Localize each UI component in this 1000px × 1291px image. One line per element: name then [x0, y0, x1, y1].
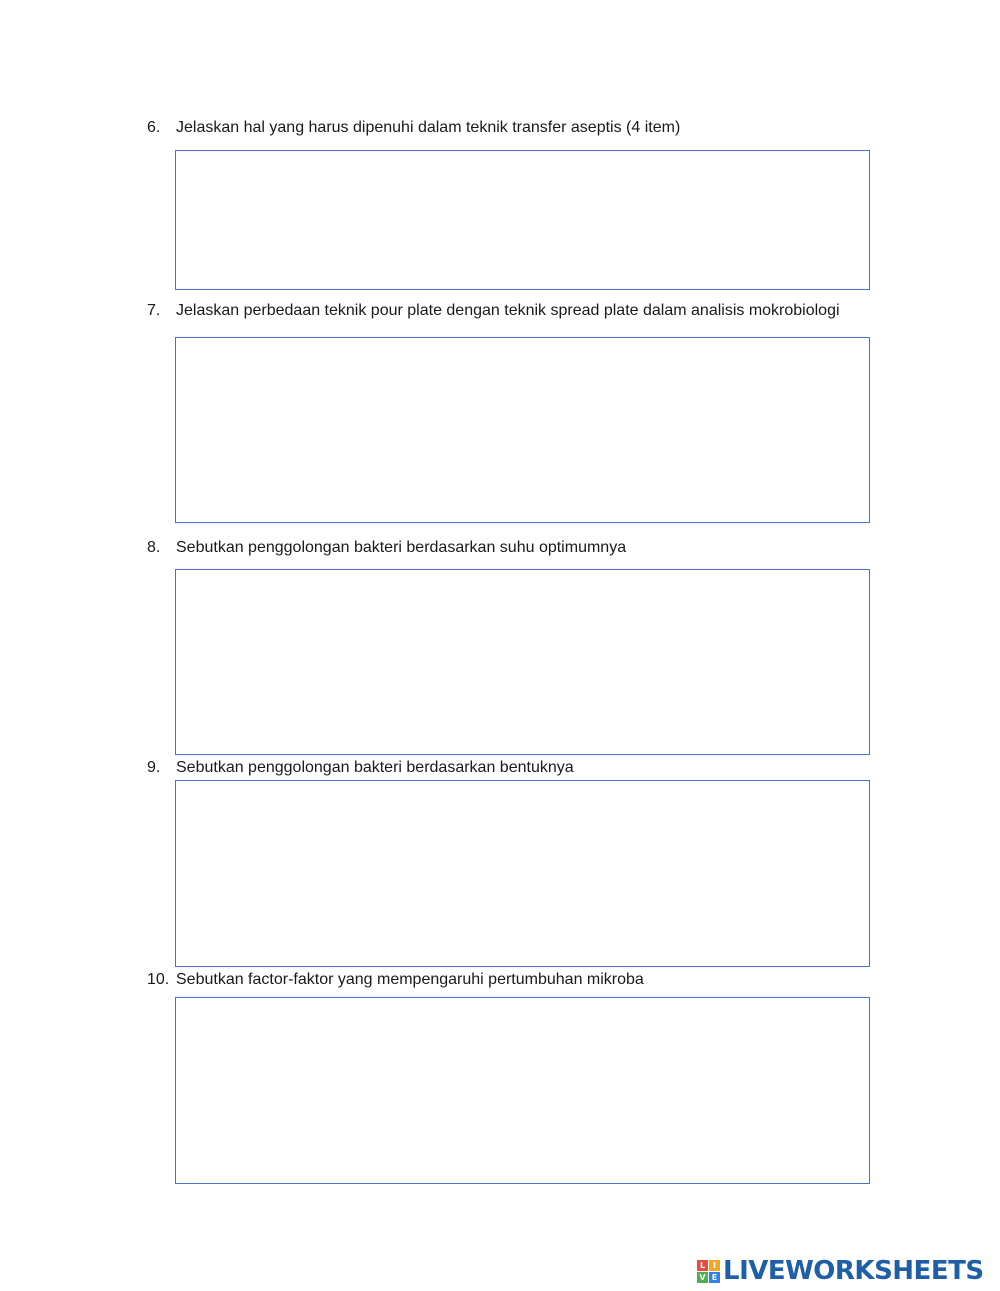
question-text: Sebutkan penggolongan bakteri berdasarkan suhu optimumnya	[176, 539, 627, 556]
answer-box-8[interactable]	[175, 569, 870, 755]
question-text: Jelaskan hal yang harus dipenuhi dalam teknik transfer aseptis (4 item)	[176, 119, 681, 136]
question-6	[147, 118, 680, 138]
liveworksheets-logo	[697, 1256, 984, 1286]
question-number: 6.	[147, 119, 161, 136]
question-text: Sebutkan factor-faktor yang mempengaruhi pertumbuhan mikroba	[176, 971, 644, 988]
answer-box-10[interactable]	[175, 997, 870, 1184]
logo-mark-icon	[697, 1260, 720, 1283]
question-number: 9.	[147, 759, 161, 776]
logo-mark-letter: L	[697, 1260, 708, 1271]
question-text: Jelaskan perbedaan teknik pour plate dengan teknik spread plate dalam analisis mokrobiologi	[176, 302, 840, 319]
logo-mark-letter: E	[709, 1272, 720, 1283]
question-number: 7.	[147, 302, 161, 319]
answer-box-7[interactable]	[175, 337, 870, 523]
answer-box-6[interactable]	[175, 150, 870, 290]
logo-text: LIVEWORKSHEETS	[723, 1256, 984, 1286]
logo-mark-letter: I	[709, 1260, 720, 1271]
question-9	[147, 758, 574, 778]
question-number: 10.	[147, 971, 170, 988]
question-8	[147, 538, 626, 558]
logo-mark-letter: V	[697, 1272, 708, 1283]
question-10	[147, 970, 644, 990]
question-number: 8.	[147, 539, 161, 556]
question-text: Sebutkan penggolongan bakteri berdasarkan bentuknya	[176, 759, 574, 776]
question-7	[147, 301, 840, 321]
answer-box-9[interactable]	[175, 780, 870, 967]
